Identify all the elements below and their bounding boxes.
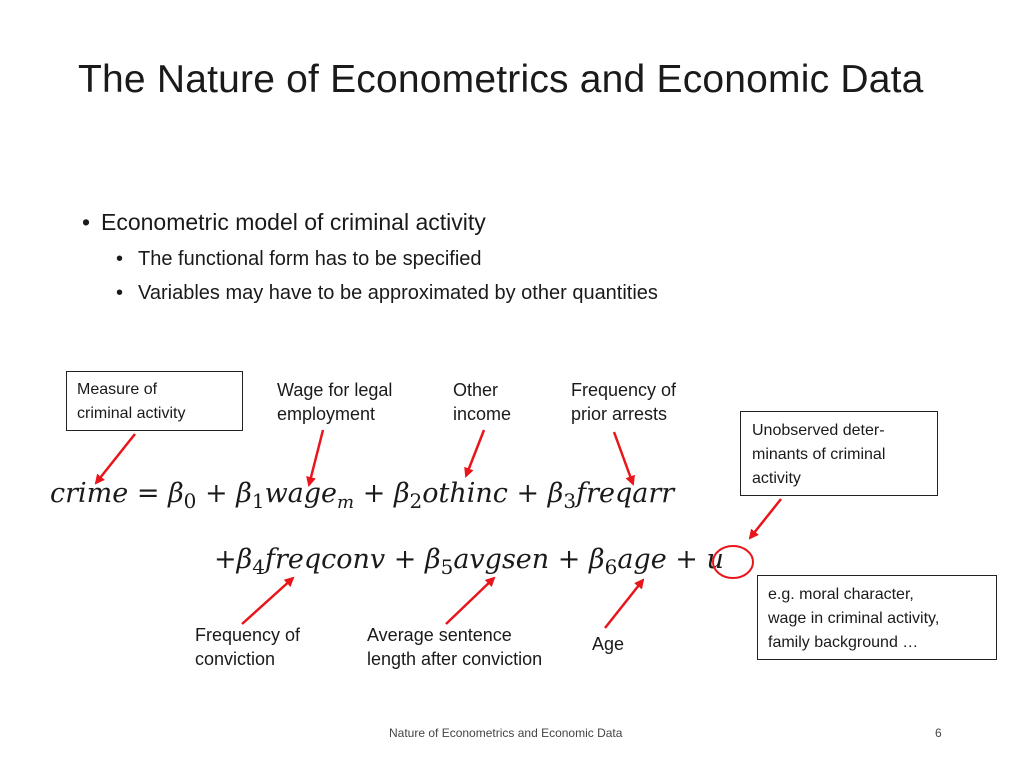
eq-plus: + — [214, 544, 237, 575]
eq-beta: β — [236, 478, 252, 509]
eq-plus: + — [362, 478, 386, 509]
subbullet-glyph: • — [116, 282, 124, 304]
eq-equals: = — [136, 478, 160, 509]
box-line: wage in criminal activity, — [768, 610, 940, 627]
equation-line-1 — [50, 478, 675, 513]
label-line: employment — [277, 404, 376, 424]
box-line: family background … — [768, 634, 919, 651]
eq-beta: β — [236, 544, 253, 575]
label-line: Frequency of — [571, 380, 677, 400]
measure-criminal-activity-box — [66, 371, 243, 431]
box-line: criminal activity — [77, 405, 186, 422]
eq-sub: 2 — [409, 489, 423, 513]
wage-label — [277, 378, 392, 426]
eq-wage: wage — [264, 478, 338, 509]
box-line: activity — [752, 470, 801, 487]
box-line: minants of criminal — [752, 446, 886, 463]
eq-u: u — [706, 544, 724, 575]
eq-sub: 3 — [563, 489, 577, 513]
eq-freqconv: freqconv — [264, 544, 386, 575]
unobserved-determinants-box — [740, 411, 938, 496]
eq-plus: + — [205, 478, 228, 509]
eq-sub: 5 — [440, 555, 454, 579]
arrow-measure — [96, 434, 135, 483]
eq-sub: m — [337, 492, 355, 513]
other-income-label — [453, 378, 511, 426]
eq-beta: β — [588, 544, 605, 575]
eq-beta: β — [168, 478, 184, 509]
label-line: Wage for legal — [277, 380, 393, 400]
age-label: Age — [592, 634, 625, 654]
footer-text: Nature of Econometrics and Economic Data — [389, 726, 623, 740]
arrow-freq-arrests — [614, 432, 633, 484]
arrow-avg-sentence — [446, 578, 494, 624]
label-line: conviction — [195, 649, 276, 669]
freq-conviction-label — [195, 623, 300, 671]
freq-arrests-label — [571, 378, 676, 426]
box-line: Unobserved deter- — [752, 422, 885, 439]
label-line: Average sentence — [367, 625, 512, 645]
slide-title: The Nature of Econometrics and Economic Data — [78, 58, 924, 101]
eq-othinc: othinc — [422, 478, 508, 509]
eq-age: age — [617, 544, 667, 575]
label-line: Frequency of — [195, 625, 301, 645]
eq-avgsen: avgsen — [453, 544, 550, 575]
subbullet-text: The functional form has to be specified — [138, 248, 482, 270]
eq-crime: crime — [50, 478, 129, 509]
eq-beta: β — [424, 544, 441, 575]
bullet-text: Econometric model of criminal activity — [101, 209, 486, 235]
label-line: prior arrests — [571, 404, 668, 424]
label-line: income — [453, 404, 512, 424]
subbullet-glyph: • — [116, 248, 124, 270]
eq-freqarr: freqarr — [576, 478, 675, 509]
eq-sub: 4 — [252, 555, 265, 579]
eq-plus: + — [675, 544, 698, 575]
equation-line-2 — [214, 544, 724, 579]
eq-beta: β — [393, 478, 410, 509]
eq-plus: + — [393, 544, 417, 575]
box-line: Measure of — [77, 381, 158, 398]
eq-sub: 0 — [183, 489, 197, 513]
eq-plus: + — [516, 478, 540, 509]
subbullet-text: Variables may have to be approximated by other quantities — [138, 282, 658, 304]
arrow-other-income — [466, 430, 484, 476]
arrow-wage — [309, 430, 323, 485]
label-line: Other — [453, 380, 499, 400]
eq-beta: β — [547, 478, 564, 509]
page-number: 6 — [935, 726, 942, 740]
eq-sub: 6 — [604, 555, 618, 579]
avg-sentence-label — [367, 623, 542, 671]
arrow-age — [605, 580, 643, 628]
label-line: length after conviction — [367, 649, 543, 669]
box-line: e.g. moral character, — [768, 586, 914, 603]
bullet-glyph: • — [82, 209, 91, 235]
eq-plus: + — [557, 544, 581, 575]
examples-box — [757, 575, 997, 660]
arrow-unobserved — [750, 499, 781, 538]
arrow-freq-conviction — [242, 578, 293, 624]
eq-sub: 1 — [251, 489, 265, 513]
